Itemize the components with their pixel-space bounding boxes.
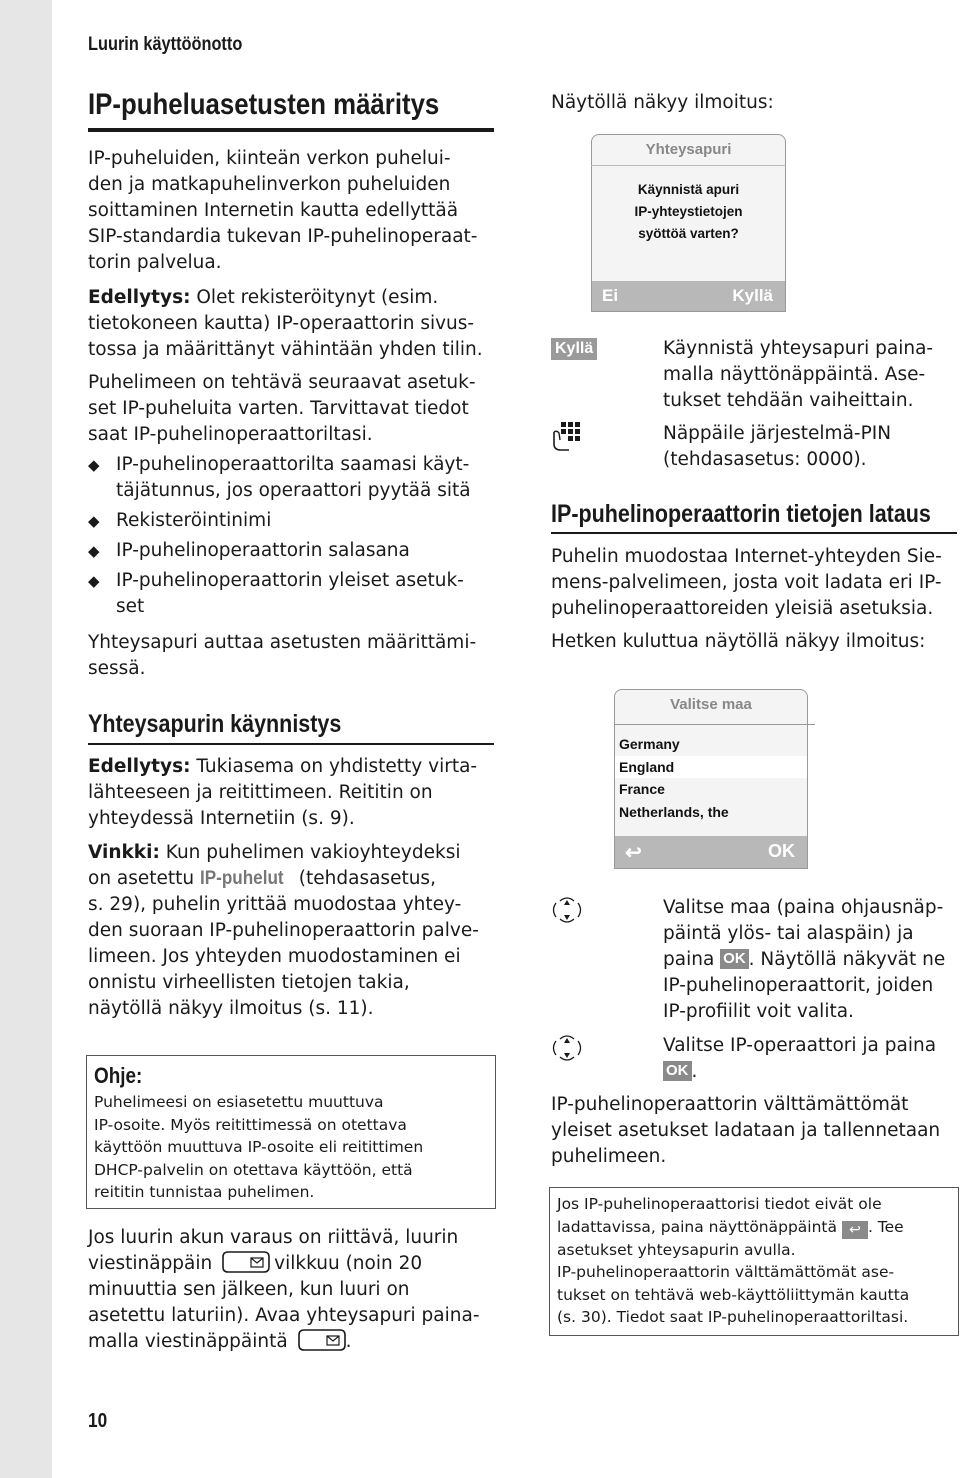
settings-bullet-list bbox=[88, 452, 508, 620]
prerequisite-paragraph bbox=[88, 285, 508, 363]
country-option-france[interactable]: France bbox=[619, 781, 665, 797]
display-divider bbox=[591, 165, 786, 166]
section-header: Luurin käyttöönotto bbox=[88, 34, 243, 55]
yes-key-label: Kyllä bbox=[551, 338, 597, 360]
country-option-germany[interactable]: Germany bbox=[619, 736, 680, 752]
display-intro: Näytöllä näkyy ilmoitus: bbox=[551, 92, 774, 113]
step-select-operator: Valitse IP-operaattori ja paina OK . bbox=[663, 1035, 937, 1082]
tip-paragraph: Vinkki: Kun puhelimen vakioyhteydeksi on asetettu IP-puhelut (tehdasasetus, s. 29), puhelin yrittää muodostaa yhtey- den suoraan IP-puhelinoperaattorin palve- limeen. Jos yhteyden muodostaminen ei onnistu virheellisten tietojen takia, näytöllä näkyy ilmoitus (s. 11). bbox=[88, 842, 479, 1019]
list-item: ◆ IP-puhelinoperaattorilta saamasi käyt- täjätunnus, jos operaattori pyytää sitä bbox=[88, 452, 508, 504]
prerequisite2-paragraph: Edellytys: Tukiasema on yhdistetty virta- lähteeseen ja reitittimeen. Reititin on yhteydessä Internetiin (s. 9). bbox=[88, 756, 478, 829]
handset-display-country bbox=[614, 689, 808, 869]
note-title: Ohje: bbox=[94, 1063, 143, 1088]
section-heading-start: Yhteysapurin käynnistys bbox=[88, 710, 342, 738]
list-item: ◆ IP-puhelinoperaattorin salasana bbox=[88, 538, 508, 564]
prereq-label: Edellytys: bbox=[88, 287, 191, 308]
back-key-icon: ↩ bbox=[842, 1221, 868, 1239]
prereq-line: tossa ja määrittänyt vähintään yhden tilin. bbox=[88, 339, 483, 360]
yes-key-badge bbox=[551, 338, 597, 360]
intro-line: IP-puheluiden, kiinteän verkon puhelui- bbox=[88, 148, 451, 169]
ok-key-badge: OK bbox=[720, 949, 749, 969]
loaded-paragraph: IP-puhelinoperaattorin välttämättömät yleiset asetukset ladataan ja tallennetaan puhelimeen. bbox=[551, 1094, 941, 1167]
navigation-key-icon bbox=[551, 1033, 583, 1063]
country-option-england[interactable]: England bbox=[615, 756, 807, 779]
display-divider bbox=[614, 724, 815, 725]
page-margin-band bbox=[0, 0, 52, 1478]
navigation-key-icon bbox=[551, 895, 583, 925]
display-title: Valitse maa bbox=[670, 696, 752, 713]
settings-line: set IP-puheluita varten. Tarvittavat tiedot bbox=[88, 398, 469, 419]
prereq-line: tietokoneen kautta) IP-operaattorin sivus- bbox=[88, 313, 475, 334]
display-title: Yhteysapuri bbox=[645, 141, 732, 158]
intro-line: den ja matkapuhelinverkon puheluiden bbox=[88, 174, 451, 195]
keypad-icon bbox=[551, 420, 583, 454]
section-rule bbox=[88, 743, 494, 745]
helper-line: Yhteysapuri auttaa asetusten määrittämi- bbox=[88, 632, 477, 653]
display-softkey-bar bbox=[592, 281, 785, 311]
message-key-icon bbox=[298, 1329, 346, 1351]
ip-puhelut-keyword: IP-puhelut bbox=[200, 868, 284, 889]
softkey-yes[interactable]: Kyllä bbox=[732, 286, 773, 305]
helper-paragraph bbox=[88, 630, 508, 682]
page-title: IP-puheluasetusten määritys bbox=[88, 88, 440, 121]
intro-line: torin palvelua. bbox=[88, 252, 222, 273]
display-softkey-bar bbox=[615, 836, 807, 868]
helper-line: sessä. bbox=[88, 658, 146, 679]
closing-paragraph: Jos luurin akun varaus on riittävä, luurin viestinäppäin vilkkuu (noin 20 minuuttia sen jälkeen, kun luuri on asetettu laturiin). Avaa yhteysapuri paina- malla viestinäppäintä . bbox=[88, 1227, 480, 1352]
list-item: ◆ Rekisteröintinimi bbox=[88, 508, 508, 534]
intro-line: soittaminen Internetin kautta edellyttää bbox=[88, 200, 459, 221]
list-item: ◆ IP-puhelinoperaattorin yleiset asetuk- set bbox=[88, 568, 508, 620]
handset-display-wizard bbox=[591, 134, 786, 312]
display-message: Käynnistä apuri IP-yhteystietojen syöttöä varten? bbox=[634, 182, 743, 241]
prereq2-label: Edellytys: bbox=[88, 756, 191, 777]
note-text: Puhelimeesi on esiasetettu muuttuva IP-osoite. Myös reitittimessä on otettava käyttöön muuttuva IP-osoite eli reitittimen DHCP-palvelin on otettava käyttöön, että reititin tunnistaa puhelimen. bbox=[94, 1093, 424, 1201]
country-option-netherlands[interactable]: Netherlands, the bbox=[619, 803, 729, 820]
step-start-wizard: Käynnistä yhteysapuri paina- malla näyttönäppäintä. Ase- tukset tehdään vaiheittain. bbox=[663, 338, 934, 411]
ok-key-badge: OK bbox=[663, 1061, 692, 1081]
settings-paragraph bbox=[88, 370, 508, 448]
back-softkey[interactable]: ↩ bbox=[625, 842, 642, 864]
section-rule bbox=[551, 532, 957, 534]
intro-line: SIP-standardia tukevan IP-puhelinoperaat- bbox=[88, 226, 478, 247]
prereq-line: Olet rekisteröitynyt (esim. bbox=[196, 287, 439, 308]
ok-softkey[interactable]: OK bbox=[768, 841, 795, 861]
tip-label: Vinkki: bbox=[88, 842, 160, 863]
intro-paragraph bbox=[88, 146, 508, 276]
note-text: Jos IP-puhelinoperaattorisi tiedot eivät ole ladattavissa, paina näyttönäppäintä ↩ . Tee asetukset yhteysapurin avulla. IP-puhelinoperaattorin välttämättömät ase- tukset on tehtävä web-käyttöliittymän kautta (s. 30). Tiedot saat IP-puhelinoperaattoriltasi. bbox=[557, 1195, 910, 1326]
step-enter-pin: Näppäile järjestelmä-PIN (tehdasasetus: 0000). bbox=[663, 423, 892, 470]
note-box bbox=[86, 1055, 496, 1209]
page-number: 10 bbox=[88, 1410, 108, 1432]
settings-line: saat IP-puhelinoperaattoriltasi. bbox=[88, 424, 373, 445]
country-list bbox=[615, 733, 807, 823]
download-paragraph: Puhelin muodostaa Internet-yhteyden Sie- mens-palvelimeen, josta voit ladata eri IP- puhelinoperaattoreiden yleisiä asetuksia. bbox=[551, 546, 942, 619]
title-rule bbox=[88, 128, 494, 132]
note-box-operator bbox=[549, 1187, 959, 1336]
section-heading-download: IP-puhelinoperaattorin tietojen lataus bbox=[551, 500, 931, 528]
wait-line: Hetken kuluttua näytöllä näkyy ilmoitus: bbox=[551, 631, 926, 652]
softkey-no[interactable]: Ei bbox=[602, 286, 619, 305]
settings-line: Puhelimeen on tehtävä seuraavat asetuk- bbox=[88, 372, 476, 393]
message-key-icon bbox=[222, 1251, 270, 1273]
step-select-country: Valitse maa (paina ohjausnäp- päintä ylös- tai alaspäin) ja paina OK . Näytöllä näkyvät ne IP-puhelinoperaattorit, joiden IP-profiilit voit valita. bbox=[663, 897, 946, 1022]
